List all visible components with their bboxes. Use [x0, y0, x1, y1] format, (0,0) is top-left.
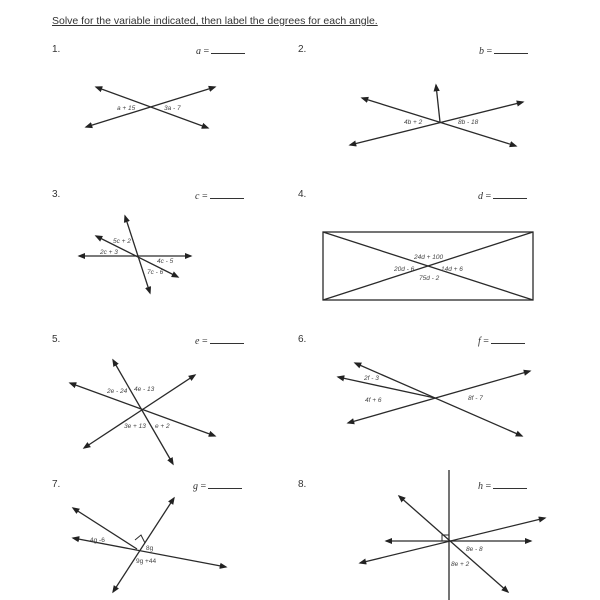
problem-7-number: 7.: [52, 479, 61, 490]
diagram-5: [70, 360, 215, 464]
label: 7c - 6: [147, 269, 164, 276]
instructions: Solve for the variable indicated, then label the degrees for each angle.: [52, 15, 378, 27]
problem-6-number: 6.: [298, 334, 307, 345]
label: 3e + 13: [124, 423, 146, 430]
equals-sign: =: [485, 191, 492, 202]
problem-3-number: 3.: [52, 189, 61, 200]
label: 4g -6: [90, 537, 105, 544]
variable: d: [478, 191, 483, 202]
diagram-2: [350, 85, 523, 146]
label: 75d - 2: [419, 275, 440, 282]
label: 8f - 7: [468, 395, 483, 402]
variable: f: [478, 336, 481, 347]
variable: b: [479, 46, 484, 57]
diagram-8: [360, 470, 545, 600]
variable: h: [478, 481, 483, 492]
label: 8e + 2: [451, 561, 470, 568]
problem-2-number: 2.: [298, 44, 307, 55]
label: 8e - 8: [466, 546, 483, 553]
label: 2e - 24: [107, 388, 128, 395]
label: 2c + 3: [100, 249, 118, 256]
variable: a: [196, 46, 201, 57]
diagram-3: [79, 216, 191, 293]
equals-sign: =: [200, 481, 207, 492]
label: 24d + 100: [414, 254, 444, 261]
equals-sign: =: [486, 46, 493, 57]
problem-4-number: 4.: [298, 189, 307, 200]
label: 5c + 2: [113, 238, 131, 245]
equals-sign: =: [201, 191, 208, 202]
diagram-4: [323, 232, 533, 300]
label: 8b - 18: [458, 119, 479, 126]
label: 14d + 6: [441, 266, 463, 273]
equals-sign: =: [201, 336, 208, 347]
label: 20d - 6: [394, 266, 415, 273]
problem-5-number: 5.: [52, 334, 61, 345]
label: 2f - 3: [364, 375, 379, 382]
variable: g: [193, 481, 198, 492]
label: a + 15: [117, 105, 136, 112]
diagram-1: [86, 87, 215, 128]
variable: e: [195, 336, 200, 347]
variable: c: [195, 191, 200, 202]
label: 8g: [146, 545, 154, 552]
label: 4f + 6: [365, 397, 382, 404]
problem-8-number: 8.: [298, 479, 307, 490]
label: 3a - 7: [164, 105, 181, 112]
label: e + 2: [155, 423, 170, 430]
equals-sign: =: [203, 46, 210, 57]
label: 4c - 5: [157, 258, 174, 265]
label: 4b + 2: [404, 119, 423, 126]
problem-1-number: 1.: [52, 44, 61, 55]
equals-sign: =: [483, 336, 489, 347]
label: 9g +44: [136, 558, 157, 565]
label: 4e - 13: [134, 386, 155, 393]
equals-sign: =: [485, 481, 492, 492]
